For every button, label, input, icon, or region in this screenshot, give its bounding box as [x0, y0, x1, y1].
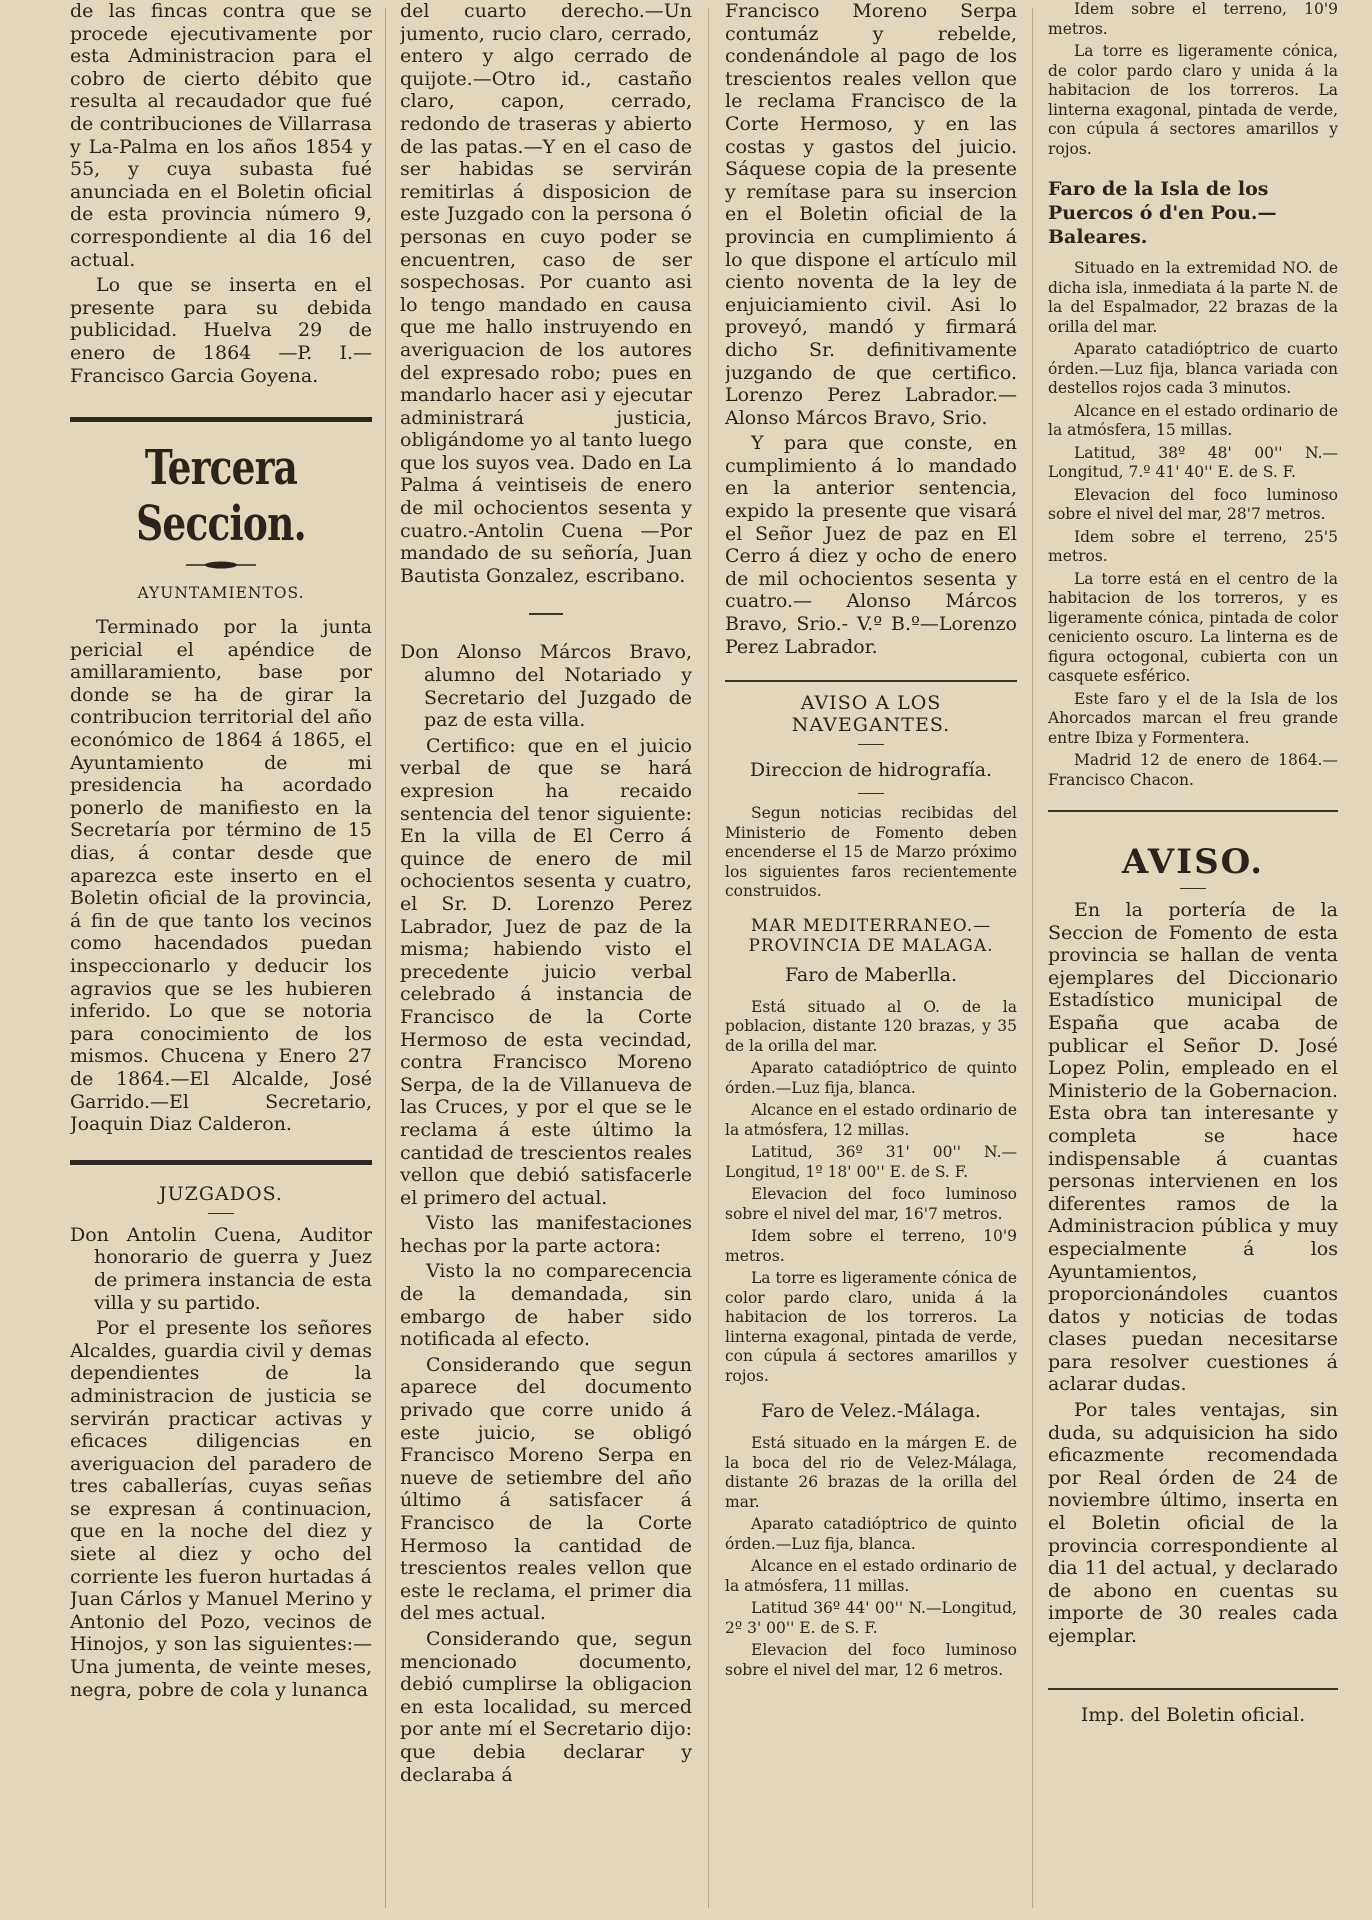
- column-divider: [1032, 8, 1033, 1908]
- divider: [858, 793, 884, 794]
- section-rule: [725, 680, 1017, 682]
- lighthouse-detail-line: Aparato catadióptrico de quinto órden.—Luz fija, blanca.: [725, 1515, 1017, 1553]
- notice-title: AVISO.: [1121, 842, 1265, 882]
- divider: [208, 1213, 234, 1214]
- lighthouse-detail-line: Latitud, 36º 31' 00'' N.—Longitud, 1º 18' 00'' E. de S. F.: [725, 1143, 1017, 1181]
- lighthouse-detail-line: Situado en la extremidad NO. de dicha isla, inmediata á la parte N. de la del Espalmador, 22 brazas de la orilla del mar.: [1048, 259, 1338, 336]
- lighthouse-detail-line: Alcance en el estado ordinario de la atmósfera, 15 millas.: [1048, 401, 1338, 439]
- section-rule: [1048, 810, 1338, 812]
- lighthouse-title: Faro de Velez.-Málaga.: [761, 1400, 981, 1423]
- column-divider: [708, 8, 709, 1908]
- lighthouse-title: Faro de la Isla de los Puercos ó d'en Pou.—Baleares.: [1048, 178, 1277, 248]
- section-rule: [70, 1160, 372, 1165]
- lighthouse-details: [725, 998, 1017, 1387]
- paragraph: Certifico: que en el juicio verbal de que se hará expresion ha recaido sentencia del tenor siguiente: En la villa de El Cerro á quince de enero de mil ochocientos sesenta y cuatro, el Sr. D. Lorenzo Perez Labrador, Juez de paz de la misma; habiendo visto el precedente juicio verbal celebrado á instancia de Francisco de la Corte Hermoso de esta vecindad, contra Francisco Moreno Serpa, de la de Villanueva de las Cruces, y por el que se le reclama á este último la cantidad de trescientos reales vellon que debió satisfacerle el primero del actual.: [400, 734, 692, 1209]
- paragraph: Considerando que segun aparece del documento privado que corre unido á este juicio, se obligó Francisco Moreno Serpa en nueve de setiembre del año último á satisfacer á Francisco de la Corte Hermoso la cantidad de trescientos reales vellon que este le reclama, el primer dia del mes actual.: [400, 1353, 692, 1625]
- paragraph: Don Antolin Cuena, Auditor honorario de guerra y Juez de primera instancia de esta villa y su partido.: [70, 1223, 372, 1314]
- lighthouse-detail-line: Madrid 12 de enero de 1864.— Francisco Chacon.: [1048, 751, 1338, 789]
- section-rule: [70, 417, 372, 422]
- divider: [858, 744, 884, 745]
- section-title: Tercera Seccion.: [136, 440, 306, 553]
- paragraph: Francisco Moreno Serpa contumáz y rebelde, condenándole al pago de los trescientos reales vellon que le reclama Francisco de la Corte Hermoso, y en las costas y gastos del juicio. Sáquese copia de la presente y remítase para su insercion en el Boletin oficial de la provincia en cumplimiento á lo que dispone el artículo mil ciento noventa de la ley de enjuiciamiento civil. Asi lo proveyó, mandó y firmará dicho Sr. definitivamente juzgando de que certifico. Lorenzo Perez Labrador.— Alonso Márcos Bravo, Srio.: [725, 0, 1017, 429]
- section-rule: [1048, 1688, 1338, 1690]
- subheading: Direccion de hidrografía.: [749, 759, 993, 782]
- section-heading: JUZGADOS.: [159, 1182, 283, 1205]
- lighthouse-details: [725, 1434, 1017, 1680]
- paragraph: Visto las manifestaciones hechas por la parte actora:: [400, 1212, 692, 1257]
- paragraph: En la portería de la Seccion de Fomento de esta provincia se hallan de venta ejemplares del Diccionario Estadístico municipal de España que acaba de publicar el Señor D. José Lopez Polin, empleado en el Ministerio de la Gobernacion. Esta obra tan interesante y completa se hace indispensable á cuantas personas intervienen en los diferentes ramos de la Administracion pública y muy especialmente á los Ayuntamientos, proporcionándoles cuantos datos y noticias de todas clases puedan necesitarse para resolver cuestiones á aclarar dudas.: [1048, 899, 1338, 1396]
- lighthouse-detail-line: Idem sobre el terreno, 25'5 metros.: [1048, 527, 1338, 565]
- column-2: [400, 0, 692, 1920]
- divider: [529, 613, 563, 615]
- lighthouse-detail-line: Este faro y el de la Isla de los Ahorcados marcan el freu grande entre Ibiza y Formentera.: [1048, 689, 1338, 747]
- paragraph: Por el presente los señores Alcaldes, guardia civil y demas dependientes de la administracion de justicia se servirán practicar activas y eficaces diligencias en averiguacion del paradero de tres caballerías, cuyas señas se expresan á continuacion, que en la noche del diez y siete al diez y ocho del corriente les fueron hurtadas á Juan Cárlos y Manuel Merino y Antonio del Pozo, vecinos de Hinojos, y son las siguientes:—Una jumenta, de veinte meses, negra, pobre de cola y lunanca: [70, 1317, 372, 1701]
- lighthouse-detail-line: Aparato catadióptrico de cuarto órden.—Luz fija, blanca variada con destellos rojos cada 3 minutos.: [1048, 340, 1338, 397]
- column-1: [70, 0, 372, 1920]
- lighthouse-detail-line: Idem sobre el terreno, 10'9 metros.: [725, 1227, 1017, 1265]
- lighthouse-details: [1048, 259, 1338, 790]
- lighthouse-detail-line: La torre está en el centro de la habitacion de los torreros, y es ligeramente cónica, pintada de color ceniciento oscuro. La linterna es de figura octogonal, cubierta con un casquete esférico.: [1048, 569, 1338, 685]
- paragraph: Segun noticias recibidas del Ministerio de Fomento deben encenderse el 15 de Marzo próximo los siguientes faros recientemente construidos.: [725, 804, 1017, 901]
- lighthouse-detail-line: Latitud, 38º 48' 00'' N.—Longitud, 7.º 41' 40'' E. de S. F.: [1048, 443, 1338, 481]
- paragraph: Don Alonso Márcos Bravo, alumno del Notariado y Secretario del Juzgado de paz de esta villa.: [400, 641, 692, 732]
- column-4: [1048, 0, 1338, 1920]
- paragraph: Idem sobre el terreno, 10'9 metros.: [1048, 0, 1338, 38]
- column-divider: [385, 8, 386, 1908]
- paragraph: Visto la no comparecencia de la demandada, sin embargo de haber sido notificada al efecto.: [400, 1260, 692, 1351]
- paragraph: de las fincas contra que se procede ejecutivamente por esta Administracion para el cobro de cierto débito que resulta al recaudador que fué de contribuciones de Villarrasa y La-Palma en los años 1854 y 55, y cuya subasta fué anunciada en el Boletin oficial de esta provincia número 9, correspondiente al dia 16 del actual.: [70, 0, 372, 271]
- paragraph: La torre es ligeramente cónica, de color pardo claro y unida á la habitacion de los torreros. La linterna exagonal, pintada de verde, con cúpula á sectores amarillos y rojos.: [1048, 42, 1338, 158]
- paragraph: del cuarto derecho.—Un jumento, rucio claro, cerrado, entero y algo cerrado de quijote.—Otro id., castaño claro, capon, cerrado, redondo de traseras y abierto de las patas.—Y en el caso de ser habidas se servirán remitirlas á disposicion de este Juzgado con la persona ó personas en cuyo poder se encuentren, caso de ser sospechosas. Por cuanto asi lo tengo mandado en causa que me hallo instruyendo en averiguacion de los autores del expresado robo; pues en mandarlo hacer asi y ejecutar administrará justicia, obligándome yo al tanto luego que los suyos vea. Dado en La Palma á veintiseis de enero de mil ochocientos sesenta y cuatro.-Antolin Cuena —Por mandado de su señoría, Juan Bautista Gonzalez, escribano.: [400, 0, 692, 587]
- ornament-icon: [186, 560, 256, 570]
- section-heading: AVISO A LOS NAVEGANTES.: [791, 692, 951, 737]
- column-3: [725, 0, 1017, 1920]
- paragraph: Terminado por la junta pericial el apéndice de amillaramiento, base por donde se ha de girar la contribucion territorial del año económico de 1864 á 1865, el Ayuntamiento de mi presidencia ha acordado ponerlo de manifiesto en la Secretaría por término de 15 dias, á contar desde que aparezca este inserto en el Boletin oficial de la provincia, á fin de que tanto los vecinos como hacendados puedan inspeccionarlo y deducir los agravios que se les hubieren inferido. Lo que se notoria para conocimiento de los mismos. Chucena y Enero 27 de 1864.—El Alcalde, José Garrido.—El Secretario, Joaquin Diaz Calderon.: [70, 616, 372, 1136]
- lighthouse-detail-line: Está situado al O. de la poblacion, distante 120 brazas, y 35 de la orilla del mar.: [725, 997, 1017, 1055]
- lighthouse-detail-line: Latitud 36º 44' 00'' N.—Longitud, 2º 3' 00'' E. de S. F.: [725, 1599, 1017, 1637]
- paragraph: Lo que se inserta en el presente para su debida publicidad. Huelva 29 de enero de 1864 —P. I.—Francisco Garcia Goyena.: [70, 274, 372, 387]
- section-heading: AYUNTAMIENTOS.: [137, 584, 305, 603]
- paragraph: Y para que conste, en cumplimiento á lo mandado en la anterior sentencia, expido la presente que visará el Señor Juez de paz en El Cerro á diez y ocho de enero de mil ochocientos sesenta y cuatro.— Alonso Márcos Bravo, Srio.- V.º B.º—Lorenzo Perez Labrador.: [725, 432, 1017, 658]
- lighthouse-title: Faro de Maberlla.: [784, 963, 958, 986]
- lighthouse-detail-line: Elevacion del foco luminoso sobre el nivel del mar, 28'7 metros.: [1048, 485, 1338, 523]
- paragraph: Por tales ventajas, sin duda, su adquisicion ha sido eficazmente recomendada por Real órden de 24 de noviembre último, inserta en el Boletin oficial de la provincia correspondiente al dia 11 del actual, y declarado de abono en cuentas su importe de 30 reales cada ejemplar.: [1048, 1399, 1338, 1647]
- divider: [1180, 888, 1206, 889]
- section-heading: MAR MEDITERRANEO.—PROVINCIA DE MALAGA.: [748, 915, 994, 956]
- lighthouse-detail-line: Elevacion del foco luminoso sobre el nivel del mar, 16'7 metros.: [725, 1185, 1017, 1223]
- imprint: Imp. del Boletin oficial.: [1080, 1703, 1306, 1726]
- paragraph: Considerando que, segun mencionado documento, debió cumplirse la obligacion en esta localidad, su merced por ante mí el Secretario dijo: que debia declarar y declaraba á: [400, 1627, 692, 1786]
- lighthouse-detail-line: Alcance en el estado ordinario de la atmósfera, 12 millas.: [725, 1101, 1017, 1139]
- lighthouse-detail-line: La torre es ligeramente cónica de color pardo claro, unida á la habitacion de los torreros. La linterna exagonal, pintada de verde, con cúpula á sectores amarillos y rojos.: [725, 1269, 1017, 1385]
- lighthouse-detail-line: Está situado en la márgen E. de la boca del rio de Velez-Málaga, distante 26 brazas de la orilla del mar.: [725, 1434, 1017, 1511]
- lighthouse-detail-line: Alcance en el estado ordinario de la atmósfera, 11 millas.: [725, 1557, 1017, 1595]
- lighthouse-detail-line: Elevacion del foco luminoso sobre el nivel del mar, 12 6 metros.: [725, 1641, 1017, 1679]
- lighthouse-detail-line: Aparato catadióptrico de quinto órden.—Luz fija, blanca.: [725, 1059, 1017, 1097]
